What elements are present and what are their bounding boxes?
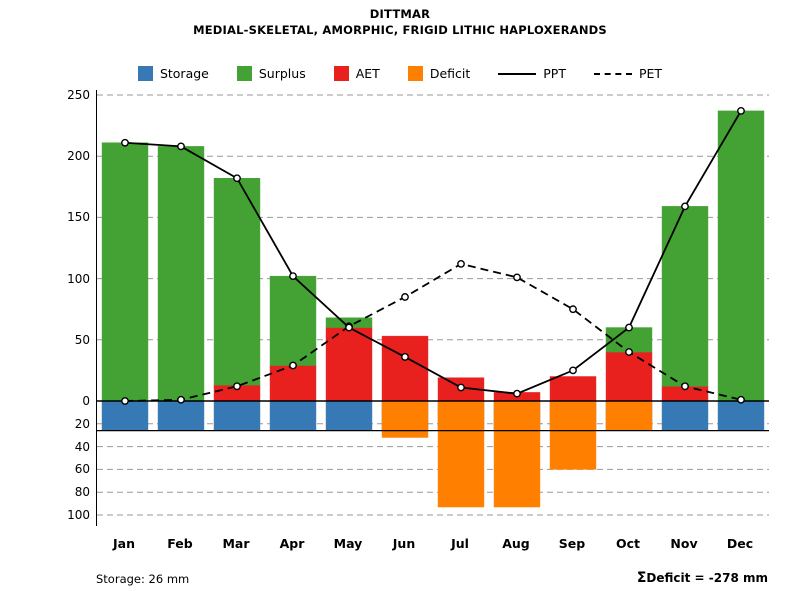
pet-line-marker <box>122 398 128 404</box>
y-tick-label-lower: 80 <box>74 485 90 500</box>
y-tick-label: 100 <box>67 271 90 286</box>
ppt-line-marker <box>738 108 744 114</box>
y-tick-label-lower: 40 <box>74 439 90 454</box>
bar-deficit <box>382 401 428 437</box>
ppt-line-marker <box>682 203 688 209</box>
ppt-line-marker <box>290 273 296 279</box>
y-tick-label: 150 <box>67 210 90 225</box>
ppt-line-marker <box>122 140 128 146</box>
legend-item-deficit <box>408 66 470 81</box>
legend-label-storage: Storage <box>159 66 209 81</box>
legend-label-deficit: Deficit <box>429 66 471 81</box>
y-tick-label: 200 <box>67 149 90 164</box>
ppt-line-marker <box>402 354 408 360</box>
y-tick-label: 50 <box>74 332 90 347</box>
legend-item-aet <box>334 66 380 81</box>
x-tick-label-dec: Dec <box>726 536 754 551</box>
bar-deficit <box>438 401 484 507</box>
ppt-line-marker <box>346 324 352 330</box>
bar-surplus <box>718 111 764 401</box>
bar-storage <box>214 401 260 431</box>
x-tick-label-jun: Jun <box>392 536 416 551</box>
pet-line-marker <box>738 397 744 403</box>
bar-aet <box>550 377 596 401</box>
ppt-line-marker <box>234 175 240 181</box>
title-line-1: DITTMAR <box>369 7 431 21</box>
bar-aet <box>606 352 652 401</box>
bars <box>102 111 764 507</box>
bar-surplus <box>270 276 316 365</box>
pet-line-marker <box>626 349 632 355</box>
pet-line-marker <box>458 261 464 267</box>
legend-swatch-aet <box>334 66 349 81</box>
legend-label-aet: AET <box>355 66 380 81</box>
pet-line-marker <box>178 397 184 403</box>
x-tick-label-may: May <box>333 536 363 551</box>
legend-item-ppt <box>498 66 566 81</box>
bar-deficit <box>550 401 596 469</box>
bar-storage <box>326 401 372 431</box>
chart-legend <box>0 66 800 81</box>
deficit-note-text: Deficit = -278 mm <box>646 571 768 585</box>
bar-deficit <box>606 401 652 431</box>
bar-storage <box>662 401 708 431</box>
x-tick-label-sep: Sep <box>558 536 586 551</box>
legend-item-storage <box>138 66 209 81</box>
legend-label-ppt: PPT <box>543 66 566 81</box>
bar-storage <box>718 401 764 431</box>
pet-line-marker <box>514 274 520 280</box>
x-tick-label-aug: Aug <box>502 536 530 551</box>
legend-swatch-storage <box>138 66 153 81</box>
x-tick-label-jan: Jan <box>113 536 135 551</box>
legend-label-pet: PET <box>638 66 663 81</box>
x-tick-label-feb: Feb <box>167 536 193 551</box>
ppt-line-marker <box>570 367 576 373</box>
pet-line-marker <box>290 362 296 368</box>
x-tick-label-jul: Jul <box>451 536 469 551</box>
x-tick-label-oct: Oct <box>615 536 641 551</box>
ppt-line-marker <box>514 390 520 396</box>
pet-line-marker <box>402 294 408 300</box>
sigma-symbol: Σ <box>636 570 647 586</box>
legend-item-surplus <box>237 66 306 81</box>
x-tick-label-nov: Nov <box>670 536 698 551</box>
chart-title <box>0 6 800 38</box>
pet-line-marker <box>682 383 688 389</box>
bar-surplus <box>102 143 148 401</box>
plot-svg <box>97 90 769 526</box>
deficit-note <box>637 570 768 586</box>
ppt-line-marker <box>626 324 632 330</box>
bar-surplus <box>214 178 260 385</box>
bar-surplus <box>662 206 708 386</box>
bar-surplus <box>158 146 204 401</box>
legend-label-surplus: Surplus <box>258 66 306 81</box>
bar-aet <box>382 336 428 401</box>
y-tick-label-lower: 100 <box>67 508 90 522</box>
y-tick-label: 0 <box>82 394 90 408</box>
y-tick-label: 250 <box>67 88 90 102</box>
legend-swatch-surplus <box>237 66 252 81</box>
ppt-line-marker <box>178 143 184 149</box>
x-tick-label-apr: Apr <box>279 536 305 551</box>
legend-item-pet <box>594 66 662 81</box>
y-tick-label-lower: 60 <box>74 462 90 477</box>
legend-swatch-deficit <box>408 66 423 81</box>
bar-deficit <box>494 401 540 507</box>
bar-storage <box>158 401 204 431</box>
y-tick-label-lower: 20 <box>74 416 90 431</box>
pet-line-marker <box>234 383 240 389</box>
plot-area <box>67 88 769 526</box>
bar-storage <box>102 401 148 431</box>
x-tick-label-mar: Mar <box>222 536 250 551</box>
storage-note: Storage: 26 mm <box>96 572 190 586</box>
title-line-2: MEDIAL-SKELETAL, AMORPHIC, FRIGID LITHIC HAPLOXERANDS <box>193 23 607 37</box>
bar-storage <box>270 401 316 431</box>
ppt-line-marker <box>458 384 464 390</box>
pet-line-marker <box>570 306 576 312</box>
